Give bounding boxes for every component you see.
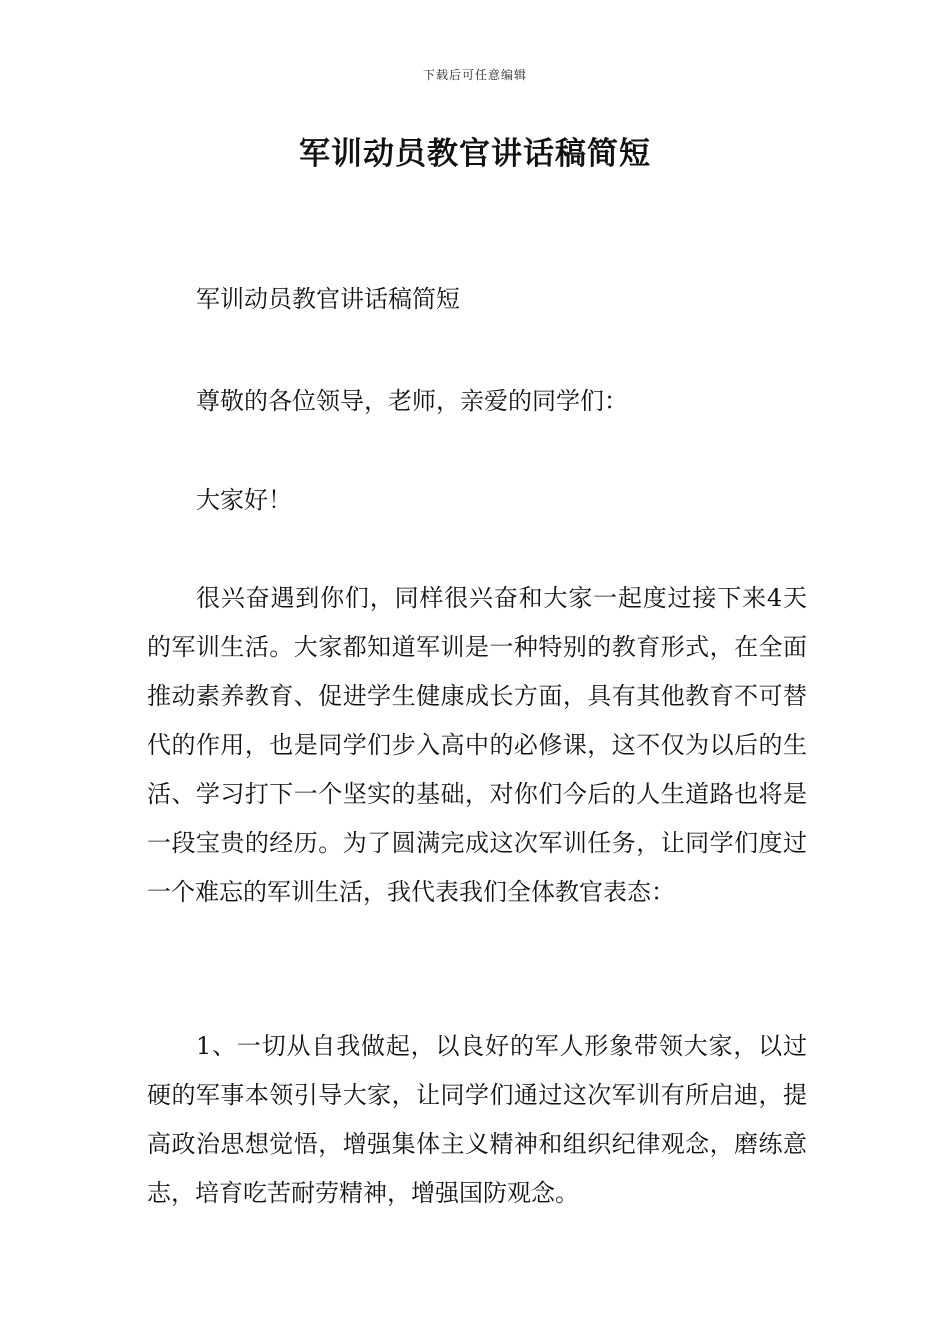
paragraph-point-1: 1、一切从自我做起，以良好的军人形象带领大家，以过硬的军事本领引导大家，让同学们通过这次军训有所启迪，提高政治思想觉悟，增强集体主义精神和组织纪律观念，磨练意志，培育吃苦耐劳精神，增强国防观念。 <box>147 1032 807 1207</box>
paragraph-subtitle: 军训动员教官讲话稿简短 <box>196 285 460 313</box>
document-title: 军训动员教官讲话稿简短 <box>299 136 651 172</box>
paragraph-greeting: 大家好！ <box>196 486 292 514</box>
paragraph-salutation: 尊敬的各位领导，老师，亲爱的同学们： <box>196 387 628 415</box>
paragraph-main: 很兴奋遇到你们，同样很兴奋和大家一起度过接下来4天的军训生活。大家都知道军训是一种特别的教育形式，在全面推动素养教育、促进学生健康成长方面，具有其他教育不可替代的作用，也是同学们步入高中的必修课，这不仅为以后的生活、学习打下一个坚实的基础，对你们今后的人生道路也将是一段宝贵的经历。为了圆满完成这次军训任务，让同学们度过一个难忘的军训生活，我代表我们全体教官表态： <box>147 584 807 906</box>
header-note: 下载后可任意编辑 <box>422 68 527 82</box>
